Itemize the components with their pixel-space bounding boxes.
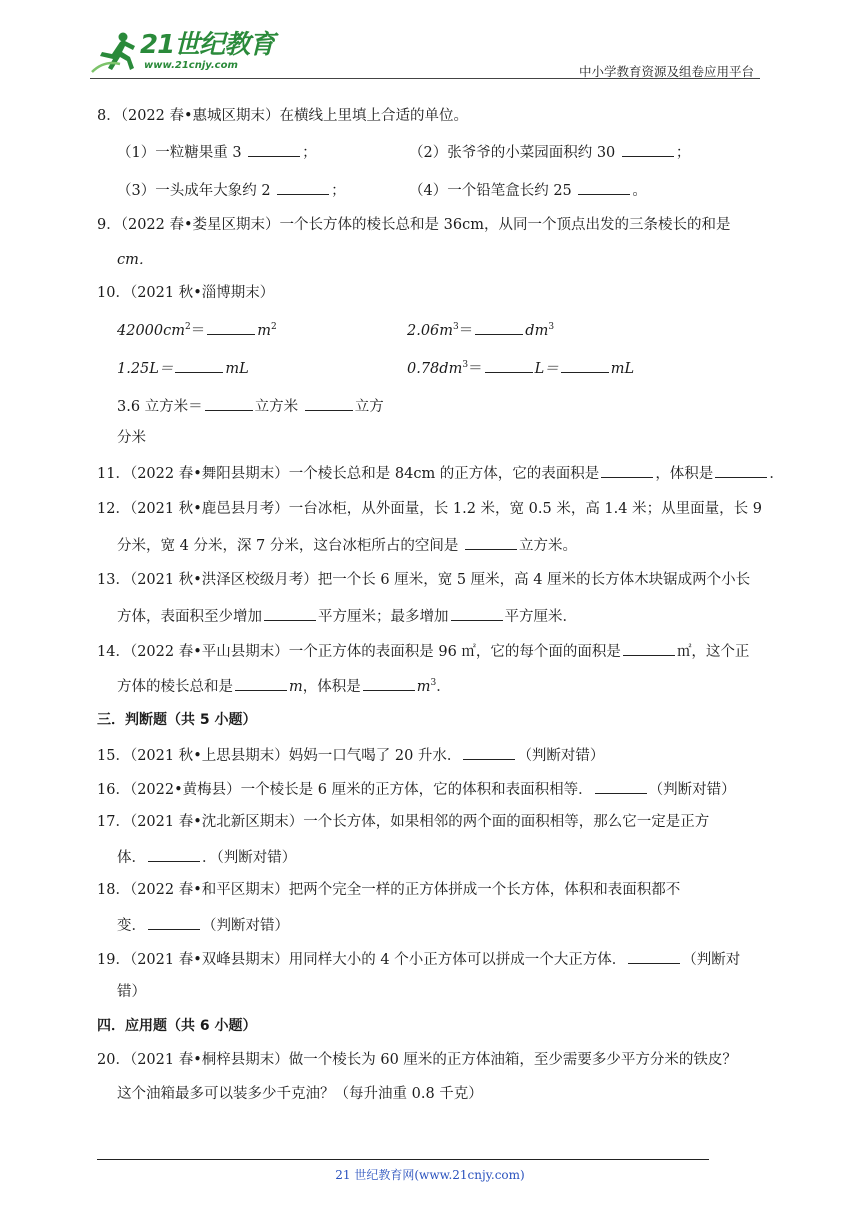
q9-line2: cm． [117, 252, 154, 268]
q10-a: $42000cm^2= m^2$ [117, 319, 277, 341]
answer-blank[interactable] [578, 179, 630, 195]
q10-d: $0.78dm^3= L=$ mL [407, 357, 634, 379]
answer-blank[interactable] [148, 914, 200, 930]
q8-part1: （1）一粒糖果重 3 ； [117, 141, 317, 163]
logo [90, 30, 274, 74]
q10-c: 1.25L＝ mL [117, 357, 249, 379]
answer-blank[interactable] [623, 640, 675, 656]
q10-b: $2.06m^3= dm^3$ [407, 319, 554, 341]
q8-part3: （3）一头成年大象约 2 ； [117, 179, 346, 201]
answer-blank[interactable] [622, 141, 674, 157]
answer-blank[interactable] [363, 675, 415, 691]
answer-blank[interactable] [475, 319, 523, 335]
section-4-heading: 四．应用题（共 6 小题） [97, 1018, 257, 1034]
q12-line2: 分米，宽 4 分米，深 7 分米，这台冰柜所占的空间是 立方米。 [117, 534, 577, 556]
q8-stem: 8．（2022 春•惠城区期末）在横线上里填上合适的单位。 [97, 108, 469, 124]
answer-blank[interactable] [305, 395, 353, 411]
footer-text: 21 世纪教育网(www.21cnjy.com) [335, 1168, 525, 1182]
answer-blank[interactable] [148, 846, 200, 862]
section-3-heading: 三．判断题（共 5 小题） [97, 712, 257, 728]
answer-blank[interactable] [715, 462, 767, 478]
q9-line1: 9．（2022 春•娄星区期末）一个长方体的棱长总和是 36cm，从同一个顶点出发的三条棱长的和是 [97, 217, 731, 233]
q12-line1: 12．（2021 秋•鹿邑县月考）一台冰柜，从外面量，长 1.2 米，宽 0.5 米，高 1.4 米；从里面量，长 9 [97, 501, 762, 517]
answer-blank[interactable] [595, 778, 647, 794]
logo-title: 21世纪教育 [140, 30, 275, 60]
q20-line1: 20．（2021 春•桐梓县期末）做一个棱长为 60 厘米的正方体油箱，至少需要多少平方分米的铁皮？ [97, 1052, 737, 1068]
logo-url: www.21cnjy.com [144, 60, 238, 71]
q14-line1: 14．（2022 春•平山县期末）一个正方体的表面积是 96 ㎡，它的每个面的面积是 ㎡，这个正 [97, 640, 749, 662]
platform-name: 中小学教育资源及组卷应用平台 [578, 64, 754, 79]
answer-blank[interactable] [248, 141, 300, 157]
q8-part2: （2）张爷爷的小菜园面积约 30 ； [409, 141, 690, 163]
answer-blank[interactable] [561, 357, 609, 373]
q20-line2: 这个油箱最多可以装多少千克油？（每升油重 0.8 千克） [117, 1086, 483, 1102]
q15: 15．（2021 秋•上思县期末）妈妈一口气喝了 20 升水． （判断对错） [97, 744, 604, 766]
answer-blank[interactable] [264, 605, 316, 621]
answer-blank[interactable] [601, 462, 653, 478]
answer-blank[interactable] [465, 534, 517, 550]
q13-line2: 方体，表面积至少增加 平方厘米；最多增加 平方厘米． [117, 605, 577, 627]
page-header [90, 30, 760, 78]
answer-blank[interactable] [463, 744, 515, 760]
q10-e-wrap: 分米 [117, 430, 146, 446]
q16: 16．（2022•黄梅县）一个棱长是 6 厘米的正方体，它的体积和表面积相等． （判断对错） [97, 778, 736, 800]
runner-logo-icon [90, 30, 138, 74]
q13-line1: 13．（2021 秋•洪泽区校级月考）把一个长 6 厘米，宽 5 厘米，高 4 厘米的长方体木块锯成两个小长 [97, 572, 751, 588]
answer-blank[interactable] [207, 319, 255, 335]
q18-line1: 18．（2022 春•和平区期末）把两个完全一样的正方体拼成一个长方体，体积和表面积都不 [97, 882, 681, 898]
q18-line2: 变． （判断对错） [117, 914, 289, 936]
answer-blank[interactable] [205, 395, 253, 411]
q10-e: 3.6 立方米＝ 立方米 立方 [117, 395, 384, 417]
q8-part4: （4）一个铅笔盒长约 25 。 [409, 179, 647, 201]
q17-line2: 体． ．（判断对错） [117, 846, 296, 868]
footer-divider [97, 1159, 709, 1160]
answer-blank[interactable] [235, 675, 287, 691]
q17-line1: 17．（2021 春•沈北新区期末）一个长方体，如果相邻的两个面的面积相等，那么它一定是正方 [97, 814, 710, 830]
answer-blank[interactable] [628, 948, 680, 964]
q14-line2: 方体的棱长总和是 m，体积是 $m^3$． [117, 675, 451, 697]
header-divider [90, 78, 760, 79]
q10-stem: 10．（2021 秋•淄博期末） [97, 285, 275, 301]
answer-blank[interactable] [277, 179, 329, 195]
q19-line2: 错） [117, 984, 146, 1000]
answer-blank[interactable] [485, 357, 533, 373]
q11: 11．（2022 春•舞阳县期末）一个棱长总和是 84cm 的正方体，它的表面积是 ，体积是 ． [97, 462, 784, 484]
answer-blank[interactable] [451, 605, 503, 621]
answer-blank[interactable] [175, 357, 223, 373]
q19-line1: 19．（2021 春•双峰县期末）用同样大小的 4 个小正方体可以拼成一个大正方体． （判断对 [97, 948, 740, 970]
